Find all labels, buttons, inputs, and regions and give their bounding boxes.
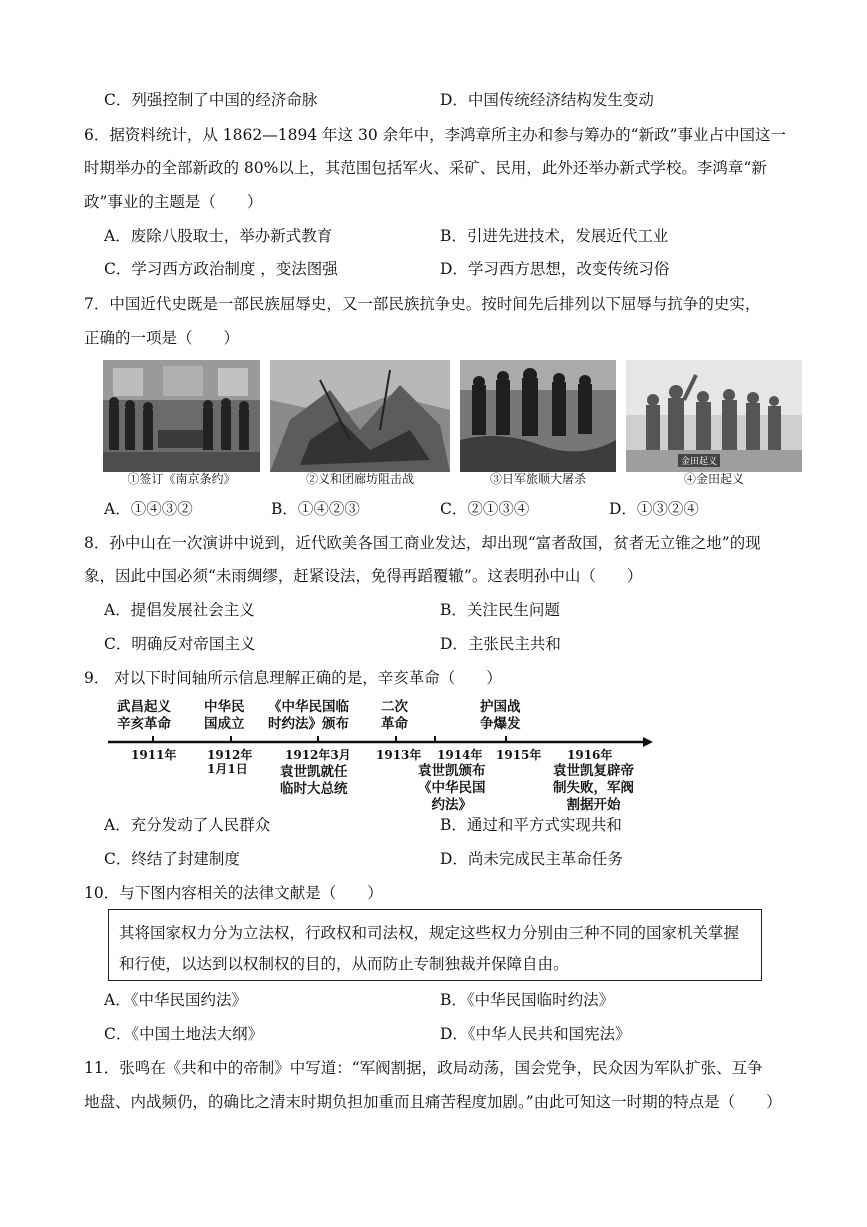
q7-stem-line1: 7．中国近代史既是一部民族屈辱史，又一部民族抗争史。按时间先后排列以下屈辱与抗争的史实， [84, 295, 761, 313]
photo-lushun-massacre [460, 360, 616, 472]
caption-1: ①签订《南京条约》 [127, 472, 236, 486]
q6-option-c: C．学习西方政治制度 ，变法图强 [104, 260, 338, 278]
q7-option-a: A．①④③② [104, 500, 193, 518]
q11-stem-line1: 11．张鸣在《共和中的帝制》中写道：“军阀割据，政局动荡，国会党争，民众因为军队扩张、互争 [84, 1059, 763, 1077]
q11-stem-line2: 地盘、内战频仍，的确比之清末时期负担加重而且痛苦程度加剧。”由此可知这一时期的特点是（ ） [84, 1093, 782, 1111]
q9-stem: 9． 对以下时间轴所示信息理解正确的是，辛亥革命（ ） [84, 669, 502, 687]
q8-option-a: A．提倡发展社会主义 [104, 601, 255, 619]
q10-option-b: B．《中华民国临时约法》 [440, 991, 615, 1009]
tl-date-1912: 1912年 [207, 748, 253, 762]
q7-stem-line2: 正确的一项是（ ） [84, 329, 240, 347]
tl-above-3: 《中华民国临 时约法》颁布 [268, 699, 349, 732]
photo4-sign: 金田起义 [680, 457, 718, 467]
q5-option-c: C．列强控制了中国的经济命脉 [104, 91, 318, 109]
tl-date-jan1: 1月1日 [207, 762, 248, 776]
tl-date-1914: 1914年 [437, 748, 483, 762]
q8-stem-line2: 象，因此中国必须“未雨绸缪，赶紧设法，免得再蹈覆辙”。这表明孙中山（ ） [84, 567, 643, 585]
q9-option-a: A．充分发动了人民群众 [104, 816, 271, 834]
q8-option-c: C．明确反对帝国主义 [104, 635, 256, 653]
caption-2: ②义和团廊坊阻击战 [305, 472, 414, 486]
q5-option-d: D．中国传统经济结构发生变动 [440, 91, 654, 109]
tl-date-1915: 1915年 [496, 748, 542, 762]
tl-date-1912-3: 1912年3月 [285, 748, 351, 762]
tl-date-1913: 1913年 [376, 748, 422, 762]
caption-3: ③日军旅顺大屠杀 [489, 472, 586, 486]
photo-nanjing-treaty [103, 360, 260, 472]
q6-option-d: D．学习西方思想，改变传统习俗 [440, 260, 670, 278]
tl-above-1: 武昌起义 辛亥革命 [117, 699, 171, 732]
q10-option-c: C．《中国土地法大纲》 [104, 1025, 264, 1043]
q6-stem-line3: 政”事业的主题是（ ） [84, 193, 263, 211]
q6-stem-line2: 时期举办的全部新政的 80%以上，其范围包括军火、采矿、民用，此外还举办新式学校。李鸿章“新 [84, 159, 767, 177]
photo-boxer-battle [270, 360, 450, 472]
q7-option-b: B．①④②③ [271, 500, 360, 518]
q10-stem: 10．与下图内容相关的法律文献是（ ） [84, 884, 383, 902]
photo-jintian-uprising [626, 360, 802, 472]
tl-date-1911: 1911年 [131, 748, 177, 762]
tl-below-2: 袁世凯颁布 《中华民国 约法》 [418, 763, 486, 813]
q7-option-c: C．②①③④ [440, 500, 530, 518]
tl-above-4: 二次 革命 [381, 699, 408, 732]
tl-date-1916: 1916年 [567, 748, 613, 762]
q9-option-d: D．尚未完成民主革命任务 [440, 850, 623, 868]
q10-option-d: D．《中华人民共和国宪法》 [440, 1025, 631, 1043]
tl-above-5: 护国战 争爆发 [480, 699, 521, 732]
q8-option-b: B．关注民生问题 [440, 601, 560, 619]
q10-box-line2: 和行使，以达到以权制权的目的，从而防止专制独裁并保障自由。 [119, 955, 569, 973]
q10-material-box [108, 909, 762, 981]
tl-below-1: 袁世凯就任 临时大总统 [280, 764, 348, 797]
caption-4: ④金田起义 [683, 472, 744, 486]
q8-stem-line1: 8．孙中山在一次演讲中说到，近代欧美各国工商业发达，却出现“富者敌国，贫者无立锥之地”的现 [84, 534, 761, 552]
q6-option-b: B．引进先进技术，发展近代工业 [440, 227, 669, 245]
q9-option-b: B．通过和平方式实现共和 [440, 816, 622, 834]
q10-box-line1: 其将国家权力分为立法权，行政权和司法权，规定这些权力分别由三种不同的国家机关掌握 [119, 924, 740, 942]
q6-stem-line1: 6．据资料统计，从 1862—1894 年这 30 余年中，李鸿章所主办和参与筹办的“新政”事业占中国这一 [84, 126, 787, 144]
q7-option-d: D．①③②④ [609, 500, 699, 518]
q8-option-d: D．主张民主共和 [440, 635, 561, 653]
q9-option-c: C．终结了封建制度 [104, 850, 240, 868]
q10-option-a: A．《中华民国约法》 [104, 991, 247, 1009]
tl-above-2: 中华民 国成立 [204, 699, 245, 732]
q6-option-a: A．废除八股取士，举办新式教育 [104, 227, 333, 245]
tl-below-3: 袁世凯复辟帝 制失败，军阀 割据开始 [553, 763, 634, 813]
